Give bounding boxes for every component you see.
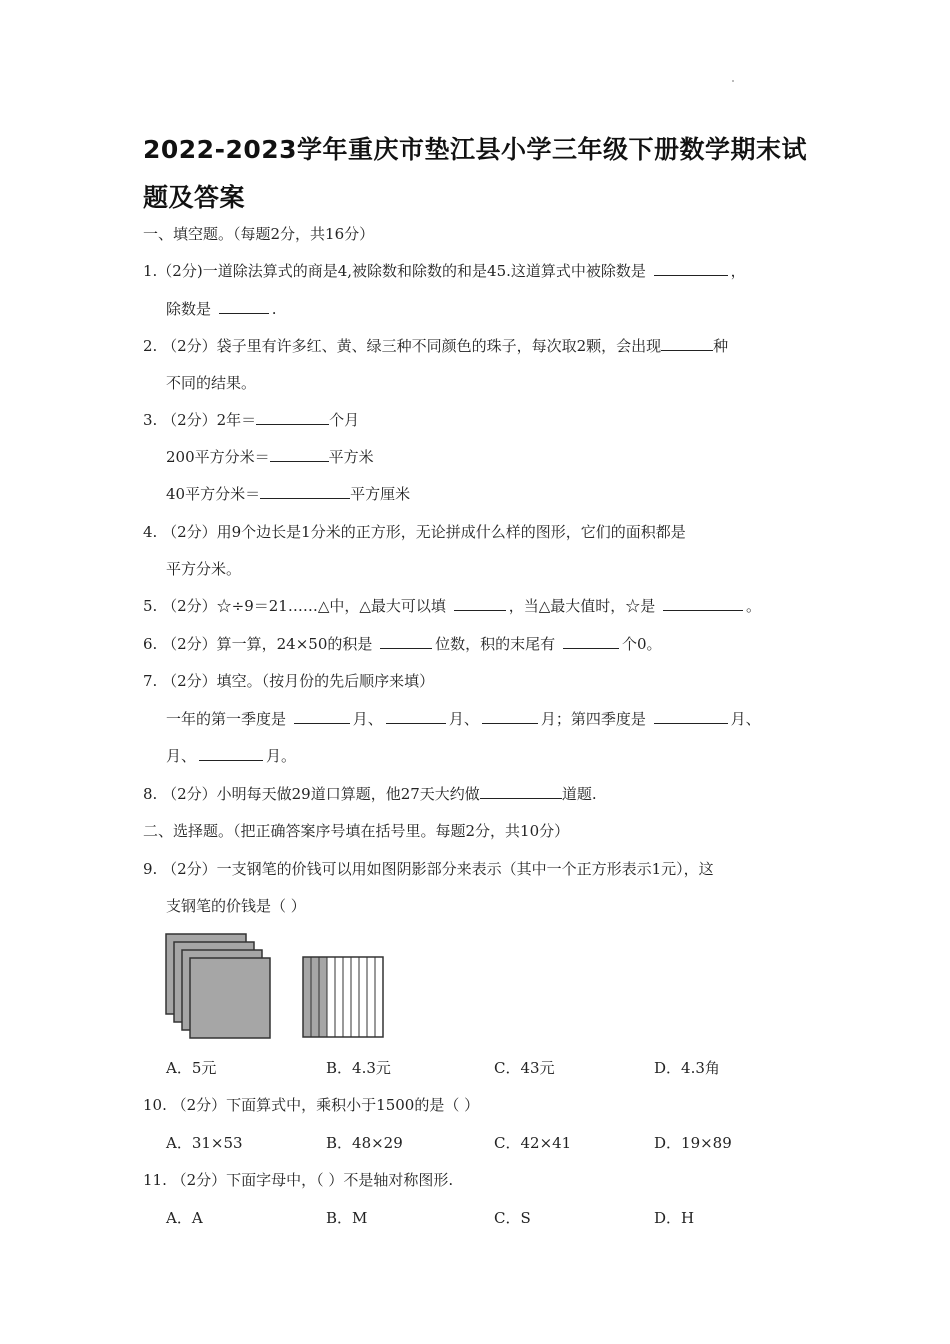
q7-sep-4: 月、 (166, 747, 197, 765)
q7-sep-2: 月、 (448, 710, 479, 728)
question-2-line1 (143, 336, 728, 356)
question-2-line2: 不同的结果。 (166, 374, 257, 392)
question-9-line1: 9. （2分）一支钢笔的价钱可以用如图阴影部分来表示（其中一个正方形表示1元），这 (143, 860, 714, 878)
q10-option-a[interactable]: A．31×53 (166, 1134, 243, 1152)
q7-text: 一年的第一季度是 (166, 710, 287, 728)
section1-heading: 一、填空题。（每题2分，共16分） (143, 225, 375, 243)
q6-blank-zeros[interactable] (563, 634, 619, 649)
q11-option-b[interactable]: B．M (326, 1209, 368, 1227)
q3-unit-months: 个月 (329, 411, 360, 429)
q11-option-d[interactable]: D．H (654, 1209, 695, 1227)
q2-text-unit: 种 (713, 337, 729, 355)
q5-blank-star[interactable] (663, 596, 743, 611)
q5-end: 。 (746, 597, 762, 615)
q7-end: 月。 (266, 747, 297, 765)
q3-unit-sqm: 平方米 (328, 448, 374, 466)
question-3-line1 (143, 410, 359, 430)
question-10: 10. （2分）下面算式中，乘积小于1500的是（ ） (143, 1096, 480, 1114)
q1-text: 1.（2分)一道除法算式的商是4,被除数和除数的和是45.这道算式中被除数是 (143, 262, 646, 280)
q9-option-d[interactable]: D．4.3角 (654, 1059, 720, 1077)
question-9-line2: 支钢笔的价钱是（ ） (166, 897, 306, 915)
q5-text: 5. （2分）☆÷9＝21……△中，△最大可以填 (143, 597, 446, 615)
q7-blank-5[interactable] (199, 746, 263, 761)
q1-blank-dividend[interactable] (654, 261, 728, 276)
q8-text: 8. （2分）小明每天做29道口算题，他27天大约做 (143, 785, 480, 803)
q1-text-divisor: 除数是 (166, 300, 212, 318)
tenths-strip-figure (302, 956, 386, 1042)
q2-text: 2. （2分）袋子里有许多红、黄、绿三种不同颜色的珠子，每次取2颗，会出现 (143, 337, 662, 355)
q9-option-a[interactable]: A．5元 (166, 1059, 217, 1077)
q6-text-2: 位数，积的末尾有 (435, 635, 556, 653)
question-7-line1: 7. （2分）填空。（按月份的先后顺序来填） (143, 672, 435, 690)
q1-period: . (271, 300, 277, 318)
q7-blank-4[interactable] (654, 709, 728, 724)
q7-blank-1[interactable] (294, 709, 350, 724)
question-6 (143, 634, 662, 654)
scan-speck (732, 80, 734, 82)
question-11: 11. （2分）下面字母中，（ ）不是轴对称图形. (143, 1171, 454, 1189)
q7-sep-3: 月、 (730, 710, 761, 728)
q6-end: 个0。 (621, 635, 662, 653)
q3-blank-months[interactable] (256, 410, 329, 425)
question-4-line2: 平方分米。 (166, 560, 242, 578)
question-7-line3 (166, 746, 296, 766)
q3-blank-sqm[interactable] (270, 447, 329, 462)
q3-text: 3. （2分）2年＝ (143, 411, 257, 429)
q11-option-c[interactable]: C．S (494, 1209, 531, 1227)
section2-heading: 二、选择题。（把正确答案序号填在括号里。每题2分，共10分） (143, 822, 570, 840)
q3-text-2: 200平方分米＝ (166, 448, 270, 466)
q8-blank[interactable] (480, 784, 562, 799)
q6-text: 6. （2分）算一算，24×50的积是 (143, 635, 373, 653)
page-title: 2022-2023学年重庆市垫江县小学三年级下册数学期末试题及答案 (143, 135, 808, 212)
q3-blank-sqcm[interactable] (260, 484, 350, 499)
q10-option-d[interactable]: D．19×89 (654, 1134, 732, 1152)
q2-blank[interactable] (661, 336, 713, 351)
q1-comma: ， (730, 262, 746, 280)
q7-text-q4: 月；第四季度是 (540, 710, 646, 728)
question-3-line2 (166, 447, 374, 467)
q1-blank-divisor[interactable] (219, 299, 269, 314)
shaded-squares-figure (165, 933, 273, 1043)
question-1-line2 (166, 299, 277, 319)
question-1-line1 (143, 261, 746, 281)
q3-unit-sqcm: 平方厘米 (350, 485, 411, 503)
q3-text-3: 40平方分米＝ (166, 485, 261, 503)
q7-sep-1: 月、 (352, 710, 383, 728)
question-5 (143, 596, 761, 616)
question-8 (143, 784, 597, 804)
question-3-line3 (166, 484, 410, 504)
q7-blank-3[interactable] (482, 709, 538, 724)
q11-option-a[interactable]: A．A (166, 1209, 203, 1227)
question-7-line2 (166, 709, 761, 729)
q10-option-b[interactable]: B．48×29 (326, 1134, 403, 1152)
q8-end: 道题. (561, 785, 597, 803)
question-4-line1: 4. （2分）用9个边长是1分米的正方形，无论拼成什么样的图形，它们的面积都是 (143, 523, 686, 541)
q10-option-c[interactable]: C．42×41 (494, 1134, 572, 1152)
q5-blank-triangle[interactable] (454, 596, 506, 611)
q5-text-2: ，当△最大值时，☆是 (508, 597, 656, 615)
q7-blank-2[interactable] (386, 709, 446, 724)
q9-option-b[interactable]: B．4.3元 (326, 1059, 391, 1077)
q9-option-c[interactable]: C．43元 (494, 1059, 555, 1077)
q6-blank-digits[interactable] (380, 634, 432, 649)
